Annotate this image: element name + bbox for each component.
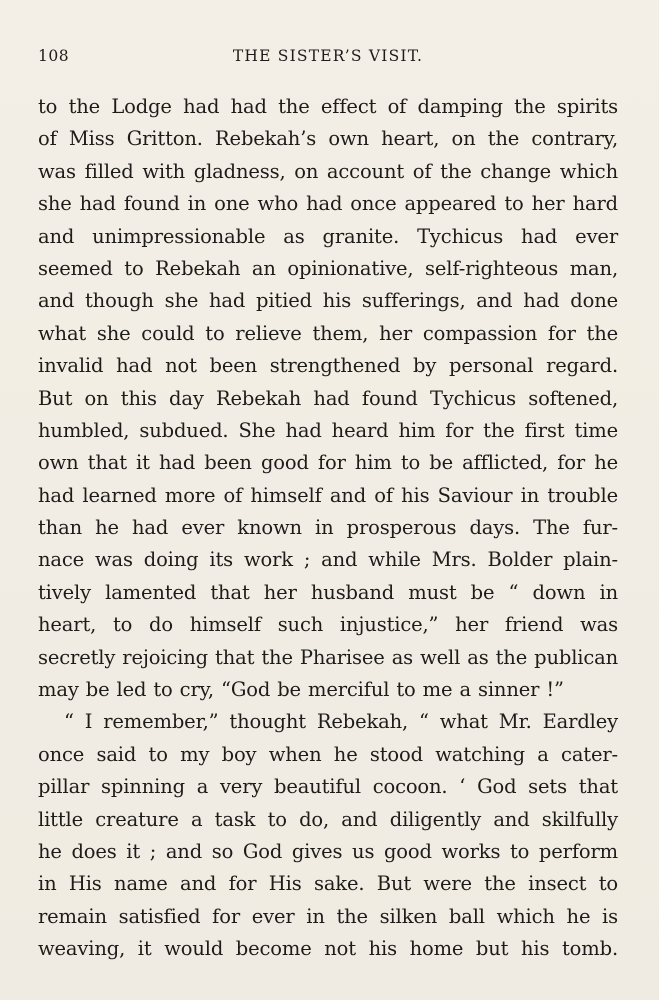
text-line: own that it had been good for him to be afflicted, for he <box>38 451 618 475</box>
running-title: THE SISTER’S VISIT. <box>232 47 424 65</box>
page-header <box>38 47 618 73</box>
text-line: pillar spinning a very beautiful cocoon. ‘ God sets that <box>38 775 618 799</box>
text-line: tively lamented that her husband must be “ down in <box>38 580 618 604</box>
text-line: was filled with gladness, on account of the change which <box>38 159 618 183</box>
text-line: But on this day Rebekah had found Tychicus softened, <box>38 386 618 410</box>
text-line: of Miss Gritton. Rebekah’s own heart, on the contrary, <box>38 127 618 151</box>
body-text <box>38 91 618 966</box>
text-line: in His name and for His sake. But were the insect to <box>38 872 618 896</box>
text-line: remain satisfied for ever in the silken ball which he is <box>38 904 618 928</box>
text-line: had learned more of himself and of his Saviour in trouble <box>38 483 618 507</box>
text-line: seemed to Rebekah an opinionative, self-righteous man, <box>38 256 618 280</box>
text-line: heart, to do himself such injustice,” her friend was <box>38 613 618 637</box>
text-line: invalid had not been strengthened by personal regard. <box>38 354 618 378</box>
text-line: nace was doing its work ; and while Mrs. Bolder plain- <box>38 548 618 572</box>
text-line: he does it ; and so God gives us good works to perform <box>38 839 618 863</box>
page-number: 108 <box>38 47 70 65</box>
text-line: and though she had pitied his sufferings, and had done <box>38 289 618 313</box>
text-line: than he had ever known in prosperous days. The fur- <box>38 516 618 540</box>
text-line: humbled, subdued. She had heard him for the first time <box>38 418 618 442</box>
paragraph-last-line: may be led to cry, “God be merciful to me a sinner !” <box>38 678 564 702</box>
text-line: weaving, it would become not his home but his tomb. <box>38 937 618 961</box>
paragraph-first-line: “ I remember,” thought Rebekah, “ what Mr. Eardley <box>64 710 618 734</box>
text-line: to the Lodge had had the effect of damping the spirits <box>38 95 618 118</box>
text-line: and unimpressionable as granite. Tychicus had ever <box>38 224 618 248</box>
text-line: what she could to relieve them, her compassion for the <box>38 321 618 345</box>
text-line: once said to my boy when he stood watching a cater- <box>38 742 618 766</box>
text-line: secretly rejoicing that the Pharisee as well as the publican <box>38 645 619 669</box>
text-line: she had found in one who had once appeared to her hard <box>38 192 618 216</box>
text-line: little creature a task to do, and diligently and skilfully <box>38 807 618 831</box>
